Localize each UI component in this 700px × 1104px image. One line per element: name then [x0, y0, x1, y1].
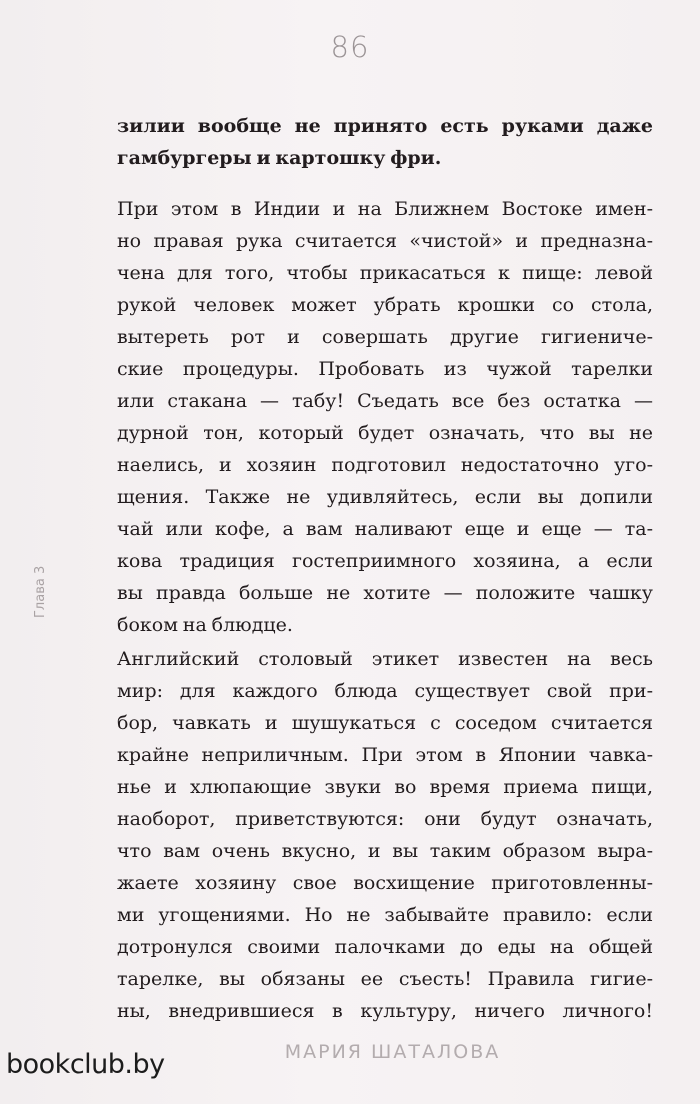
text-line: ми угощениями. Но не забывайте правило: если — [117, 904, 653, 926]
text-line: кова традиция гостеприимного хозяина, а если — [117, 550, 653, 572]
text-line: крайне неприличным. При этом в Японии чавка- — [117, 744, 653, 766]
text-line: При этом в Индии и на Ближнем Востоке имен- — [117, 198, 653, 220]
paragraph-2 — [117, 193, 653, 641]
text-line: наоборот, приветствуются: они будут означать, — [117, 808, 653, 830]
text-line: дурной тон, который будет означать, что вы не — [117, 422, 653, 444]
text-line: щения. Также не удивляйтесь, если вы допили — [117, 486, 653, 508]
text-line: Английский столовый этикет известен на весь — [117, 648, 653, 670]
paragraph-3 — [117, 643, 653, 1027]
text-line: жаете хозяину свое восхищение приготовленны- — [117, 872, 653, 894]
text-line: боком на блюдце. — [117, 614, 293, 636]
text-line: зилии вообще не принято есть руками даже — [117, 115, 653, 137]
text-line: наелись, и хозяин подготовил недостаточно уго- — [117, 454, 653, 476]
text-line: рукой человек может убрать крошки со стола, — [117, 294, 653, 316]
text-line: ны, внедрившиеся в культуру, ничего личного! — [117, 1000, 653, 1022]
text-line: ские процедуры. Пробовать из чужой тарелки — [117, 358, 653, 380]
page-number: 86 — [330, 30, 370, 64]
text-line: вытереть рот и совершать другие гигиениче- — [117, 326, 653, 348]
text-line: дотронулся своими палочками до еды на общей — [117, 936, 653, 958]
text-line: гамбургеры и картошку фри. — [117, 147, 442, 169]
text-line: чена для того, чтобы прикасаться к пище: левой — [117, 262, 653, 284]
text-line: нье и хлюпающие звуки во время приема пищи, — [117, 776, 653, 798]
chapter-label: Глава 3 — [33, 565, 48, 618]
text-line: чай или кофе, а вам наливают еще и еще — та- — [117, 518, 653, 540]
text-line: что вам очень вкусно, и вы таким образом выра- — [117, 840, 653, 862]
paragraph-1 — [117, 110, 653, 174]
text-line: бор, чавкать и шушукаться с соседом считается — [117, 712, 653, 734]
text-line: тарелке, вы обязаны ее съесть! Правила гигие- — [117, 968, 653, 990]
site-watermark: bookclub.by — [6, 1049, 165, 1080]
running-footer-author: МАРИЯ ШАТАЛОВА — [284, 1041, 501, 1063]
text-line: или стакана — табу! Съедать все без остатка — — [117, 390, 653, 412]
text-line: но правая рука считается «чистой» и предназна- — [117, 230, 653, 252]
text-line: мир: для каждого блюда существует свой при- — [117, 680, 653, 702]
text-line: вы правда больше не хотите — положите чашку — [117, 582, 653, 604]
